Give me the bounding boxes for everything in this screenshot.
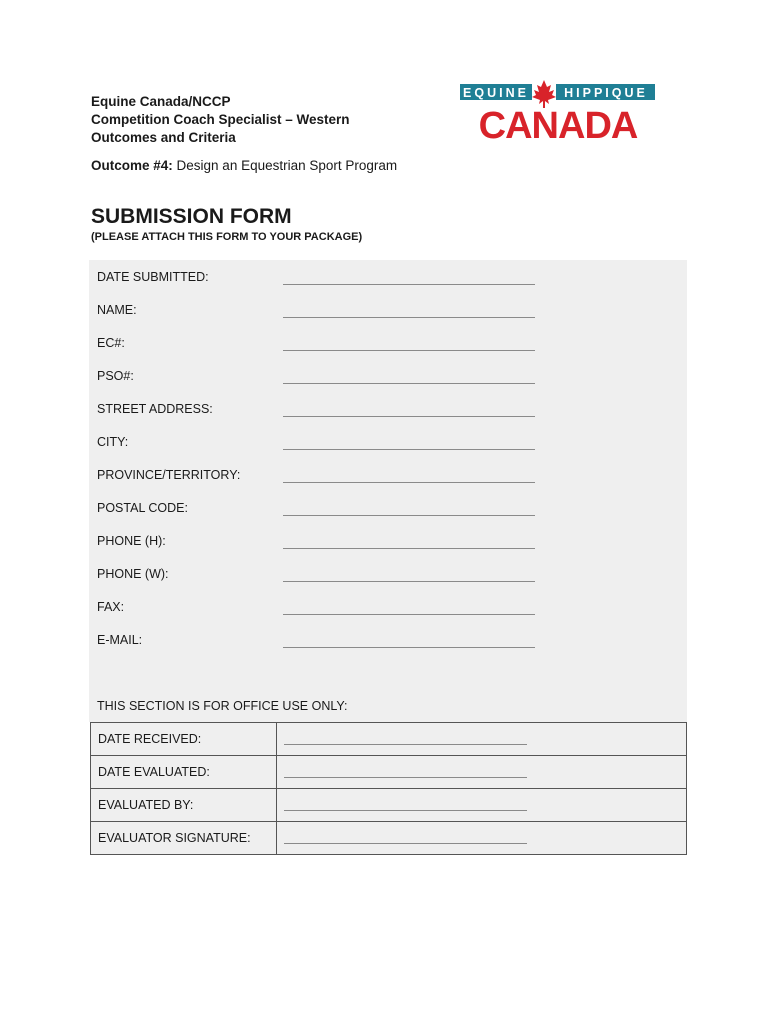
field-street-address[interactable] [97, 402, 677, 422]
field-label: EC#: [97, 336, 125, 350]
office-field-date-evaluated[interactable] [277, 756, 687, 789]
field-blank-line[interactable] [284, 777, 527, 778]
field-ec-number[interactable] [97, 336, 677, 356]
field-name[interactable] [97, 303, 677, 323]
field-label: STREET ADDRESS: [97, 402, 213, 416]
table-row [91, 756, 687, 789]
field-phone-home[interactable] [97, 534, 677, 554]
office-field-label: DATE EVALUATED: [91, 756, 277, 789]
field-blank-line[interactable] [284, 744, 527, 745]
table-row [91, 822, 687, 855]
field-fax[interactable] [97, 600, 677, 620]
outcome-line [91, 158, 397, 173]
field-blank-line[interactable] [283, 350, 535, 351]
table-row [91, 789, 687, 822]
equine-canada-logo [456, 78, 660, 144]
field-blank-line[interactable] [283, 284, 535, 285]
document-header [91, 93, 350, 147]
field-label: NAME: [97, 303, 137, 317]
field-label: PROVINCE/TERRITORY: [97, 468, 241, 482]
office-field-label: DATE RECEIVED: [91, 723, 277, 756]
office-use-table [90, 722, 687, 855]
field-blank-line[interactable] [283, 449, 535, 450]
field-blank-line[interactable] [284, 843, 527, 844]
submission-fields-panel [89, 260, 687, 722]
field-city[interactable] [97, 435, 677, 455]
office-field-date-received[interactable] [277, 723, 687, 756]
header-program: Competition Coach Specialist – Western [91, 112, 350, 127]
field-phone-work[interactable] [97, 567, 677, 587]
field-label: PSO#: [97, 369, 134, 383]
field-pso-number[interactable] [97, 369, 677, 389]
field-blank-line[interactable] [283, 416, 535, 417]
field-blank-line[interactable] [283, 614, 535, 615]
table-row [91, 723, 687, 756]
field-postal-code[interactable] [97, 501, 677, 521]
field-label: CITY: [97, 435, 129, 449]
office-use-label: THIS SECTION IS FOR OFFICE USE ONLY: [97, 699, 348, 713]
field-blank-line[interactable] [283, 317, 535, 318]
field-blank-line[interactable] [283, 548, 535, 549]
field-blank-line[interactable] [283, 383, 535, 384]
field-label: POSTAL CODE: [97, 501, 188, 515]
office-field-label: EVALUATED BY: [91, 789, 277, 822]
form-title: SUBMISSION FORM [91, 205, 292, 228]
field-blank-line[interactable] [283, 647, 535, 648]
field-date-submitted[interactable] [97, 270, 677, 290]
logo-equine-text: EQUINE [463, 86, 529, 100]
logo-canada-text: CANADA [478, 105, 638, 144]
logo-hippique-text: HIPPIQUE [564, 86, 648, 100]
maple-leaf-icon [532, 80, 556, 108]
field-province-territory[interactable] [97, 468, 677, 488]
outcome-text: Design an Equestrian Sport Program [172, 158, 398, 173]
field-label: DATE SUBMITTED: [97, 270, 209, 284]
field-label: PHONE (H): [97, 534, 166, 548]
field-email[interactable] [97, 633, 677, 653]
field-blank-line[interactable] [284, 810, 527, 811]
form-subtitle: (PLEASE ATTACH THIS FORM TO YOUR PACKAGE) [91, 231, 363, 243]
field-blank-line[interactable] [283, 581, 535, 582]
field-label: FAX: [97, 600, 125, 614]
field-label: E-MAIL: [97, 633, 143, 647]
outcome-label: Outcome #4: [91, 158, 173, 173]
office-field-evaluator-signature[interactable] [277, 822, 687, 855]
field-blank-line[interactable] [283, 482, 535, 483]
office-field-label: EVALUATOR SIGNATURE: [91, 822, 277, 855]
header-subtitle: Outcomes and Criteria [91, 130, 236, 145]
field-blank-line[interactable] [283, 515, 535, 516]
header-org: Equine Canada/NCCP [91, 94, 231, 109]
office-field-evaluated-by[interactable] [277, 789, 687, 822]
field-label: PHONE (W): [97, 567, 169, 581]
